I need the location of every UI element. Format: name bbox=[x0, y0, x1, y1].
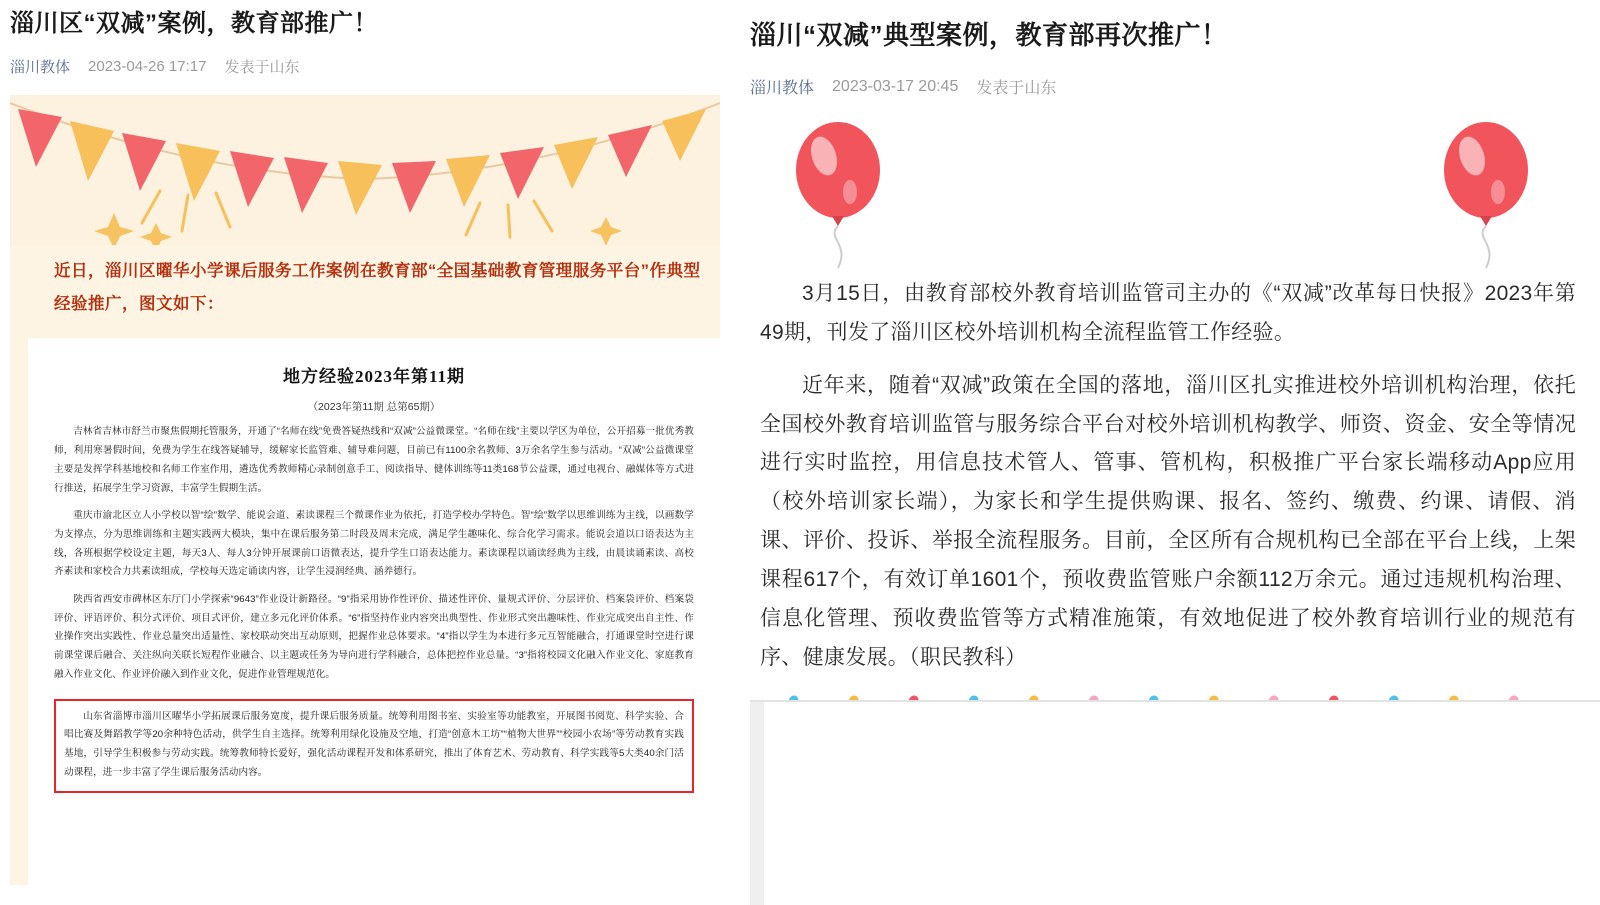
left-meta-author[interactable]: 淄川教体 bbox=[10, 59, 71, 77]
left-article-meta bbox=[10, 56, 740, 77]
left-article-title: 淄川区“双减”案例，教育部推广！ bbox=[10, 10, 378, 37]
right-article-meta bbox=[740, 75, 1600, 98]
left-meta-location: 发表于山东 bbox=[224, 59, 300, 77]
right-paragraph: 3月15日，由教育部校外教育培训监管司主办的《“双减”改革每日快报》2023年第49期，刊发了淄川区校外培训机构全流程监管工作经验。 bbox=[760, 282, 1576, 344]
highlighted-paragraph-box bbox=[54, 699, 694, 794]
left-meta-date: 2023-04-26 17:17 bbox=[88, 58, 207, 76]
bottom-left-strip bbox=[750, 702, 764, 905]
balloons-decoration bbox=[750, 110, 1590, 275]
embedded-doc-paragraph: 重庆市渝北区立人小学校以智“绘”数学、能说会道、素读课程三个微课作业为依托，打造学校办学特色。智“绘”数学以思维训练为主线，以画数学为支撑点，分为思维训练和主题实践两大模块，集中在课后服务第二时段及周末完成，满足学生趣味化、综合化学习需求。能说会道以口语表达为主线，各班根据学校设定主题，每天3人、每人3分钟开展课前口语微表达，提升学生口语表达能力。素读课程以诵读经典为主线，由晨读诵素读、高校齐素读和家校合力共素读组成，学校每天选定诵读内容，让学生浸润经典、涵养德行。 bbox=[54, 510, 694, 578]
right-meta-author[interactable]: 淄川教体 bbox=[750, 80, 815, 98]
right-meta-location: 发表于山东 bbox=[976, 80, 1057, 98]
embedded-doc-highlight-paragraph: 山东省淄博市淄川区曜华小学拓展课后服务宽度，提升课后服务质量。统筹利用图书室、实验室等功能教室，开展图书阅览、科学实验、合唱比赛及舞蹈教学等20余种特色活动，供学生自主选择。统筹利用绿化设施及空地，打造“创意木工坊”“植物大世界”“校园小农场”等劳动教育实践基地，引导学生积极参与劳动实践。统筹教师特长爱好，强化活动课程开发和体系研究，推出了体育艺术、劳动教育、科学实践等5大类40余门活动课程，进一步丰富了学生课后服务活动内容。 bbox=[64, 710, 684, 778]
embedded-doc-subtitle: （2023年第11期 总第65期） bbox=[307, 401, 441, 414]
embedded-doc-paragraph: 陕西省西安市碑林区东厅门小学探索“9643”作业设计新路径。“9”指采用协作性评价、描述性评价、量规式评价、分层评价、档案袋评价、档案袋评价、评语评价、积分式评价、项目式评价，建立多元化评价体系。“6”指坚持作业内容突出典型性、作业形式突出趣味性、作业完成突出自主性、作业操作突出实践性、作业总量突出适量性、家校联动突出互动原则，把握作业总体要求。“4”指以学生为本进行多元互智能融合，打通课堂时空进行课前课堂课后融合、关注纵向关联长短程作业融合、以主题或任务为导向进行学科融合，总体把控作业总量。“3”指将校园文化融入作业文化、家庭教育融入作业文化、作业评价融入到作业文化，促进作业管理规范化。 bbox=[54, 594, 694, 680]
right-article-body bbox=[750, 110, 1590, 741]
right-meta-date: 2023-03-17 20:45 bbox=[832, 77, 959, 95]
left-article bbox=[0, 0, 740, 905]
right-paragraph: 近年来，随着“双减”政策在全国的落地，淄川区扎实推进校外培训机构治理，依托全国校外教育培训监管与服务综合平台对校外培训机构教学、师资、资金、安全等情况进行实时监控，用信息技术管人、管事、管机构，积极推广平台家长端移动App应用（校外培训家长端），为家长和学生提供购课、报名、签约、缴费、约课、请假、消课、评价、投诉、举报全流程服务。目前，全区所有合规机构已全部在平台上线，上架课程617个，有效订单1601个，预收费监管账户余额112万余元。通过违规机构治理、信息化管理、预收费监管等方式精准施策，有效地促进了校外教育培训行业的规范有序、健康发展。（职民教科） bbox=[760, 373, 1576, 669]
embedded-doc-title: 地方经验2023年第11期 bbox=[282, 367, 466, 387]
bunting-decoration-icon bbox=[10, 95, 720, 245]
left-card-headline: 近日，淄川区曜华小学课后服务工作案例在教育部“全国基础教育管理服务平台”作典型经验推广，图文如下： bbox=[54, 262, 701, 314]
embedded-doc-paragraph: 吉林省吉林市舒兰市聚焦假期托管服务，开通了“名师在线”免费答疑热线和“双减”公益微课堂。“名师在线”主要以学区为单位，公开招募一批优秀教师，利用寒暑假时间，免费为学生在线答疑辅导，缓解家长监管难、辅导难问题，目前已有1100余名教师、3万余名学生参与活动。“双减”公益微课堂主要是发挥学科基地校和名师工作室作用，遴选优秀教师精心录制创意手工、阅读指导、健体训练等11类168节公益课，通过电视台、融媒体等方式进行推送，拓展学生学习资源，丰富学生假期生活。 bbox=[54, 426, 694, 494]
embedded-document bbox=[28, 338, 720, 885]
right-article-title: 淄川“双减”典型案例，教育部再次推广！ bbox=[750, 20, 1228, 50]
left-poster-card bbox=[10, 95, 720, 885]
balloon-icon bbox=[780, 118, 900, 273]
bottom-white-area bbox=[764, 702, 1600, 905]
balloon-icon bbox=[1428, 118, 1548, 273]
